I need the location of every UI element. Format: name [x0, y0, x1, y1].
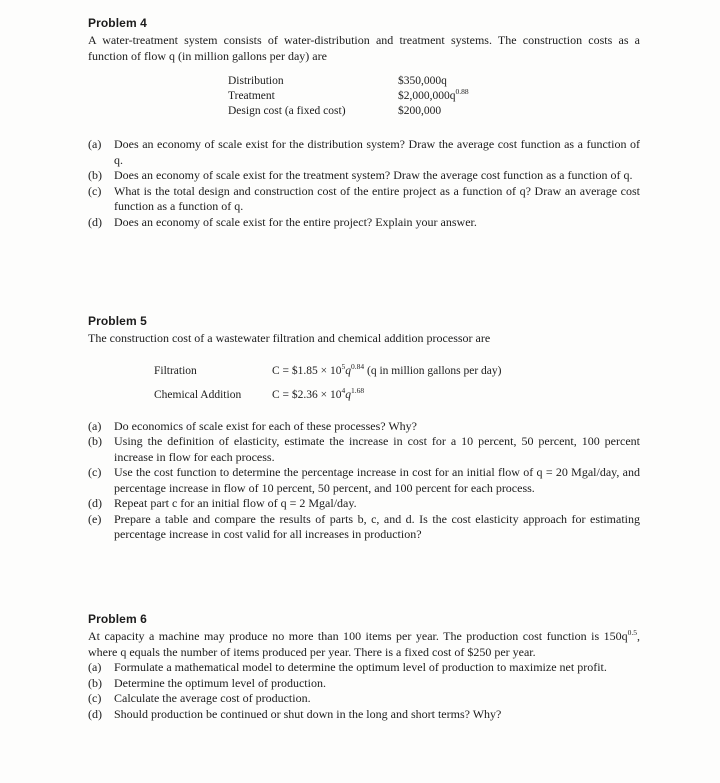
- cost-name: Distribution: [228, 75, 284, 87]
- formula-exponent: 1.68: [351, 385, 365, 395]
- cost-value: $200,000: [398, 105, 442, 117]
- formula-exponent: 0.84: [351, 361, 365, 371]
- question-item: (e) Prepare a table and compare the results of parts b, c, and d. Is the cost elasticity approach for estimating percentage increase in cost valid for all increases in production?: [88, 511, 640, 541]
- problem-5-intro: The construction cost of a wastewater filtration and chemical addition processor are: [88, 331, 491, 345]
- question-item: (d) Repeat part c for an initial flow of q = 2 Mgal/day.: [88, 496, 357, 510]
- cost-table: [228, 74, 528, 119]
- formula-name: Chemical Addition: [154, 388, 242, 401]
- problem-4-title: Problem 4: [88, 16, 147, 30]
- formula-name: Filtration: [154, 364, 197, 377]
- cost-row-design: [228, 104, 528, 119]
- problem-4-intro: A water-treatment system consists of water-distribution and treatment systems. The construction costs as a function of flow q (in million gallons per day) are: [88, 33, 640, 63]
- problem-6-intro: At capacity a machine may produce no more than 100 items per year. The production cost function is $150q^{0.5}$, where q equals the number of items produced per year. There is a fixed cost of $250 per year.: [88, 628, 640, 659]
- question-item: (d) Does an economy of scale exist for the entire project? Explain your answer.: [88, 214, 477, 229]
- question-item: (a) Formulate a mathematical model to determine the optimum level of production to maximize net profit.: [88, 660, 607, 674]
- problem-4-questions: [88, 137, 640, 230]
- cost-name: Design cost (a fixed cost): [228, 105, 346, 117]
- question-item: (c) Calculate the average cost of production.: [88, 691, 311, 705]
- formula-table: [154, 359, 640, 407]
- formula-lhs: C = $2.36 × 10: [272, 388, 342, 401]
- problem-5-title: Problem 5: [88, 314, 147, 328]
- cost-value: $350,000q: [398, 75, 447, 87]
- problem-6-title: Problem 6: [88, 612, 147, 626]
- question-item: (a) Does an economy of scale exist for the distribution system? Draw the average cost function as a function of q.: [88, 137, 640, 167]
- cost-row-treatment: [228, 89, 528, 104]
- formula-row-filtration: [154, 359, 640, 383]
- cost-row-distribution: [228, 74, 528, 89]
- question-item: (c) Use the cost function to determine the percentage increase in cost for an initial flow of q = 20 Mgal/day, and percentage increase in flow of 10 percent, 50 percent, and 100 percent for each process.: [88, 465, 640, 495]
- question-item: (b) Using the definition of elasticity, estimate the increase in cost for a 10 percent, 50 percent, 100 percent increase in flow for each process.: [88, 434, 640, 464]
- problem-4: [88, 16, 640, 230]
- cost-name: Treatment: [228, 90, 275, 102]
- intro-exponent: 0.5: [627, 628, 637, 637]
- question-item: (b) Determine the optimum level of production.: [88, 675, 326, 690]
- question-item: (d) Should production be continued or shut down in the long and short terms? Why?: [88, 706, 502, 721]
- problem-5: [88, 314, 640, 543]
- formula-pow10: 4: [341, 385, 346, 395]
- question-item: (b) Does an economy of scale exist for the treatment system? Draw the average cost function as a function of q.: [88, 168, 633, 182]
- problem-5-questions: [88, 419, 640, 543]
- formula-lhs: C = $1.85 × 10: [272, 364, 342, 377]
- question-item: (a) Do economics of scale exist for each of these processes? Why?: [88, 418, 417, 433]
- question-item: (c) What is the total design and construction cost of the entire project as a function of q? Draw an average cost function as a function of q.: [88, 183, 640, 213]
- formula-var: q: [345, 388, 352, 401]
- formula-row-chemical: [154, 383, 640, 407]
- problem-6-questions: [88, 660, 640, 722]
- formula-note: (q in million gallons per day): [364, 364, 502, 377]
- formula-var: q: [345, 364, 352, 377]
- cost-value: $2,000,000q: [398, 90, 456, 102]
- formula-pow10: 5: [341, 361, 346, 371]
- problem-6: [88, 612, 640, 722]
- cost-exponent: 0.88: [455, 87, 469, 97]
